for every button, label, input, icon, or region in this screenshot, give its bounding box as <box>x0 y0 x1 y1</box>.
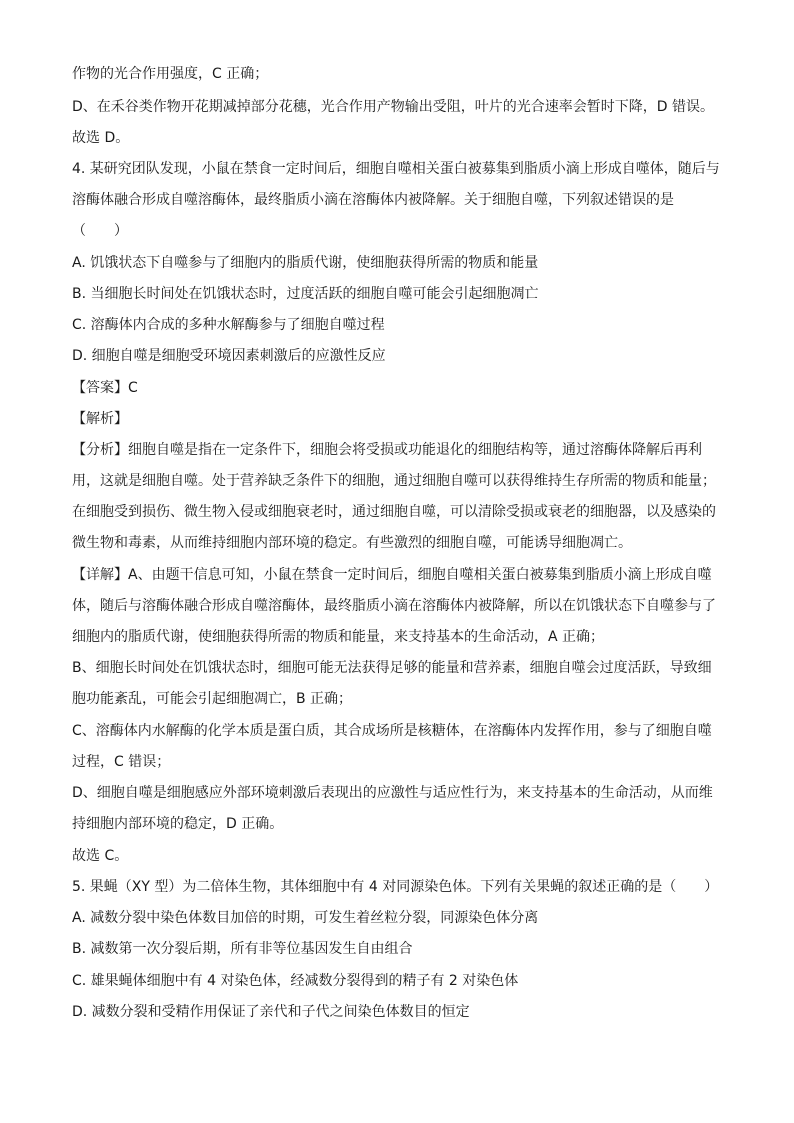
detail-text: 体，随后与溶酶体融合形成自噬溶酶体，最终脂质小滴在溶酶体内被降解，所以在饥饿状态下自噬参与了 <box>72 598 716 614</box>
analysis-label: 【解析】 <box>72 411 128 427</box>
option-b: B. 减数第一次分裂后期，所有非等位基因发生自由组合 <box>72 941 413 957</box>
detail-text: 胞功能紊乱，可能会引起细胞凋亡，B 正确； <box>72 691 353 707</box>
analysis-text: 【分析】细胞自噬是指在一定条件下，细胞会将受损或功能退化的细胞结构等，通过溶酶体降解后再利 <box>72 442 702 458</box>
answer-blank: （ ） <box>72 223 128 239</box>
option-d: D. 细胞自噬是细胞受环境因素刺激后的应激性反应 <box>72 348 386 364</box>
detail-text: 【详解】A、由题干信息可知，小鼠在禁食一定时间后，细胞自噬相关蛋白被募集到脂质小滴上形成自噬 <box>72 567 712 583</box>
conclusion-text: 故选 C。 <box>72 848 129 864</box>
option-c: C. 雄果蝇体细胞中有 4 对染色体，经减数分裂得到的精子有 2 对染色体 <box>72 973 519 989</box>
text-line: 作物的光合作用强度，C 正确； <box>72 66 269 82</box>
option-d: D. 减数分裂和受精作用保证了亲代和子代之间染色体数目的恒定 <box>72 1004 470 1020</box>
text-line: 故选 D。 <box>72 130 130 146</box>
question-4-stem: 溶酶体融合形成自噬溶酶体，最终脂质小滴在溶酶体内被降解。关于细胞自噬，下列叙述错误的是 <box>72 192 674 208</box>
analysis-text: 用，这就是细胞自噬。处于营养缺乏条件下的细胞，通过细胞自噬可以获得维持生存所需的物质和能量； <box>72 473 716 489</box>
detail-text: C、溶酶体内水解酶的化学本质是蛋白质，其合成场所是核糖体，在溶酶体内发挥作用，参与了细胞自噬 <box>72 723 712 739</box>
option-c: C. 溶酶体内合成的多种水解酶参与了细胞自噬过程 <box>72 317 385 333</box>
question-5-stem: 5. 果蝇（XY 型）为二倍体生物，其体细胞中有 4 对同源染色体。下列有关果蝇的叙述正确的是（ ） <box>72 879 719 895</box>
detail-text: B、细胞长时间处在饥饿状态时，细胞可能无法获得足够的能量和营养素，细胞自噬会过度活跃，导致细 <box>72 660 712 676</box>
option-a: A. 减数分裂中染色体数目加倍的时期，可发生着丝粒分裂，同源染色体分离 <box>72 910 539 926</box>
detail-text: 持细胞内部环境的稳定，D 正确。 <box>72 816 284 832</box>
text-line: D、在禾谷类作物开花期减掉部分花穗，光合作用产物输出受阻，叶片的光合速率会暂时下降，D 错误。 <box>72 99 715 115</box>
answer-label: 【答案】C <box>72 380 138 396</box>
detail-text: D、细胞自噬是细胞感应外部环境刺激后表现出的应激性与适应性行为，来支持基本的生命活动，从而维 <box>72 785 713 801</box>
analysis-text: 微生物和毒素，从而维持细胞内部环境的稳定。有些激烈的细胞自噬，可能诱导细胞凋亡。 <box>72 535 632 551</box>
analysis-text: 在细胞受到损伤、微生物入侵或细胞衰老时，通过细胞自噬，可以清除受损或衰老的细胞器，以及感染的 <box>72 504 716 520</box>
option-b: B. 当细胞长时间处在饥饿状态时，过度活跃的细胞自噬可能会引起细胞凋亡 <box>72 286 539 302</box>
question-4-stem: 4. 某研究团队发现，小鼠在禁食一定时间后，细胞自噬相关蛋白被募集到脂质小滴上形成自噬体，随后与 <box>72 161 720 177</box>
detail-text: 细胞内的脂质代谢，使细胞获得所需的物质和能量，来支持基本的生命活动，A 正确； <box>72 629 605 645</box>
option-a: A. 饥饿状态下自噬参与了细胞内的脂质代谢，使细胞获得所需的物质和能量 <box>72 255 539 271</box>
detail-text: 过程，C 错误； <box>72 754 171 770</box>
